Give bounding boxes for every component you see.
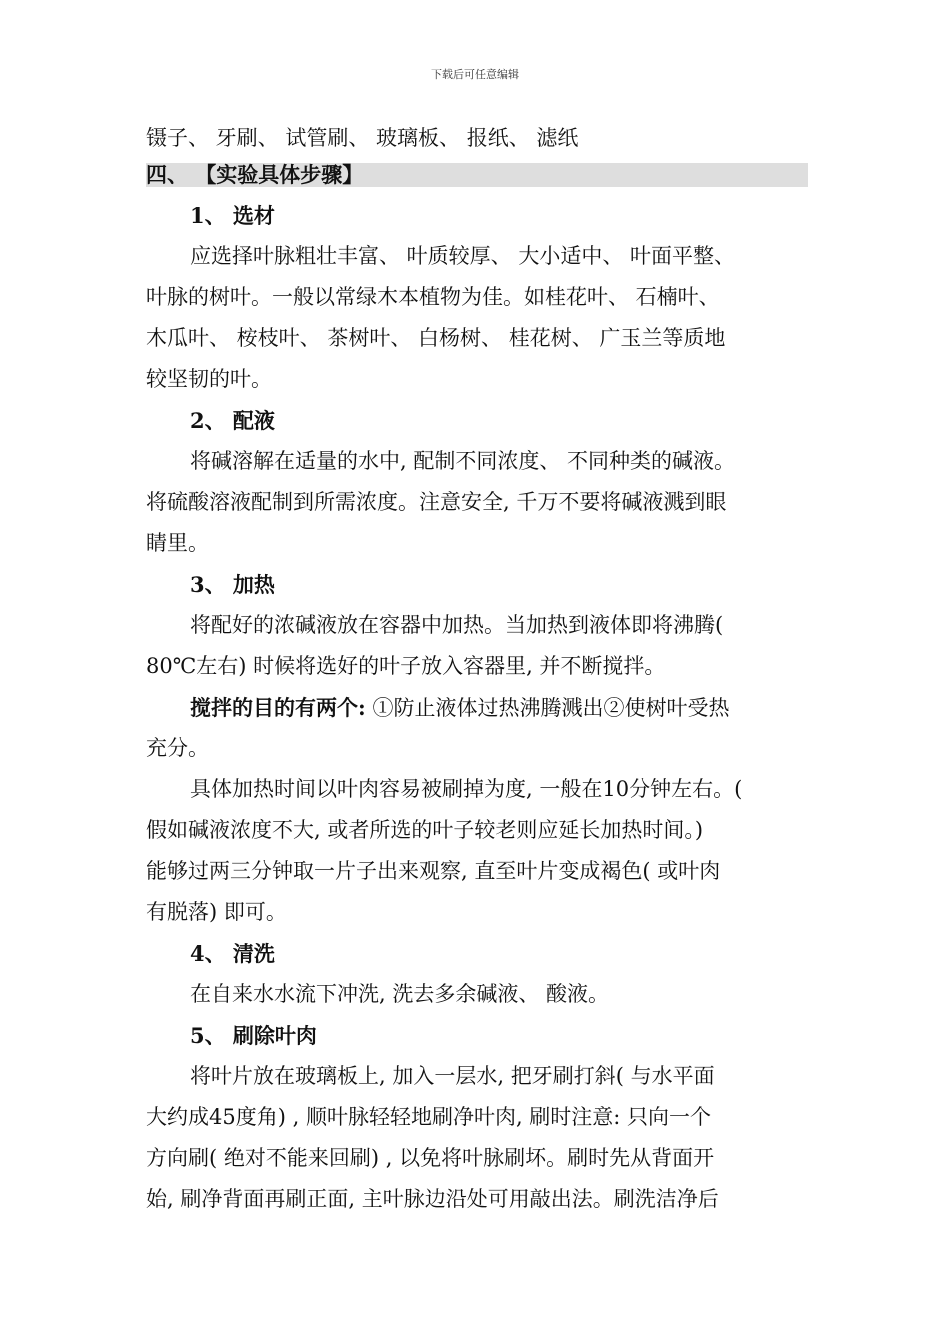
paragraph-line: 将硫酸溶液配制到所需浓度。注意安全, 千万不要将碱液溅到眼: [146, 490, 727, 514]
step-4-title: 4、 清洗: [190, 941, 275, 966]
step-3-title: 3、 加热: [190, 572, 275, 597]
paragraph-line: 假如碱液浓度不大, 或者所选的叶子较老则应延长加热时间。): [146, 818, 704, 842]
step-1-title: 1、 选材: [190, 203, 275, 228]
paragraph-line: 始, 刷净背面再刷正面, 主叶脉边沿处可用敲出法。刷洗洁净后: [146, 1187, 719, 1211]
paragraph-line: 睛里。: [146, 531, 209, 555]
paragraph-line: 较坚韧的叶。: [146, 367, 272, 391]
paragraph-line: 木瓜叶、 桉枝叶、 茶树叶、 白杨树、 桂花树、 广玉兰等质地: [146, 326, 726, 350]
paragraph-line: 能够过两三分钟取一片子出来观察, 直至叶片变成褐色( 或叶肉: [146, 859, 721, 883]
paragraph-line: 将配好的浓碱液放在容器中加热。当加热到液体即将沸腾(: [190, 613, 724, 637]
paragraph-line: 方向刷( 绝对不能来回刷) , 以免将叶脉刷坏。刷时先从背面开: [146, 1146, 715, 1170]
paragraph-line: 将碱溶解在适量的水中, 配制不同浓度、 不同种类的碱液。: [190, 449, 736, 473]
paragraph-line: 应选择叶脉粗壮丰富、 叶质较厚、 大小适中、 叶面平整、: [190, 244, 736, 268]
inline-text: ①防止液体过热沸腾溅出②使树叶受热: [365, 696, 730, 720]
document-body: [146, 118, 808, 1220]
paragraph-line: 叶脉的树叶。一般以常绿木本植物为佳。如桂花叶、 石楠叶、: [146, 285, 720, 309]
paragraph-line: 在自来水水流下冲洗, 洗去多余碱液、 酸液。: [190, 982, 610, 1006]
header-note: 下载后可任意编辑: [431, 68, 519, 81]
paragraph-line: 大约成45度角) , 顺叶脉轻轻地刷净叶肉, 刷时注意: 只向一个: [146, 1105, 712, 1129]
section-heading: 四、 【实验具体步骤】: [146, 163, 808, 187]
bold-phrase: 搅拌的目的有两个:: [190, 695, 366, 720]
paragraph-line: [146, 687, 808, 728]
step-5-title: 5、 刷除叶肉: [190, 1023, 317, 1048]
paragraph-line: 有脱落) 即可。: [146, 900, 287, 924]
paragraph-line: 具体加热时间以叶肉容易被刷掉为度, 一般在10分钟左右。(: [190, 777, 743, 801]
materials-line: 镊子、 牙刷、 试管刷、 玻璃板、 报纸、 滤纸: [146, 126, 579, 150]
paragraph-line: 80℃左右) 时候将选好的叶子放入容器里, 并不断搅拌。: [146, 654, 666, 678]
step-2-title: 2、 配液: [190, 408, 275, 433]
paragraph-line: 充分。: [146, 736, 209, 760]
paragraph-line: 将叶片放在玻璃板上, 加入一层水, 把牙刷打斜( 与水平面: [190, 1064, 715, 1088]
